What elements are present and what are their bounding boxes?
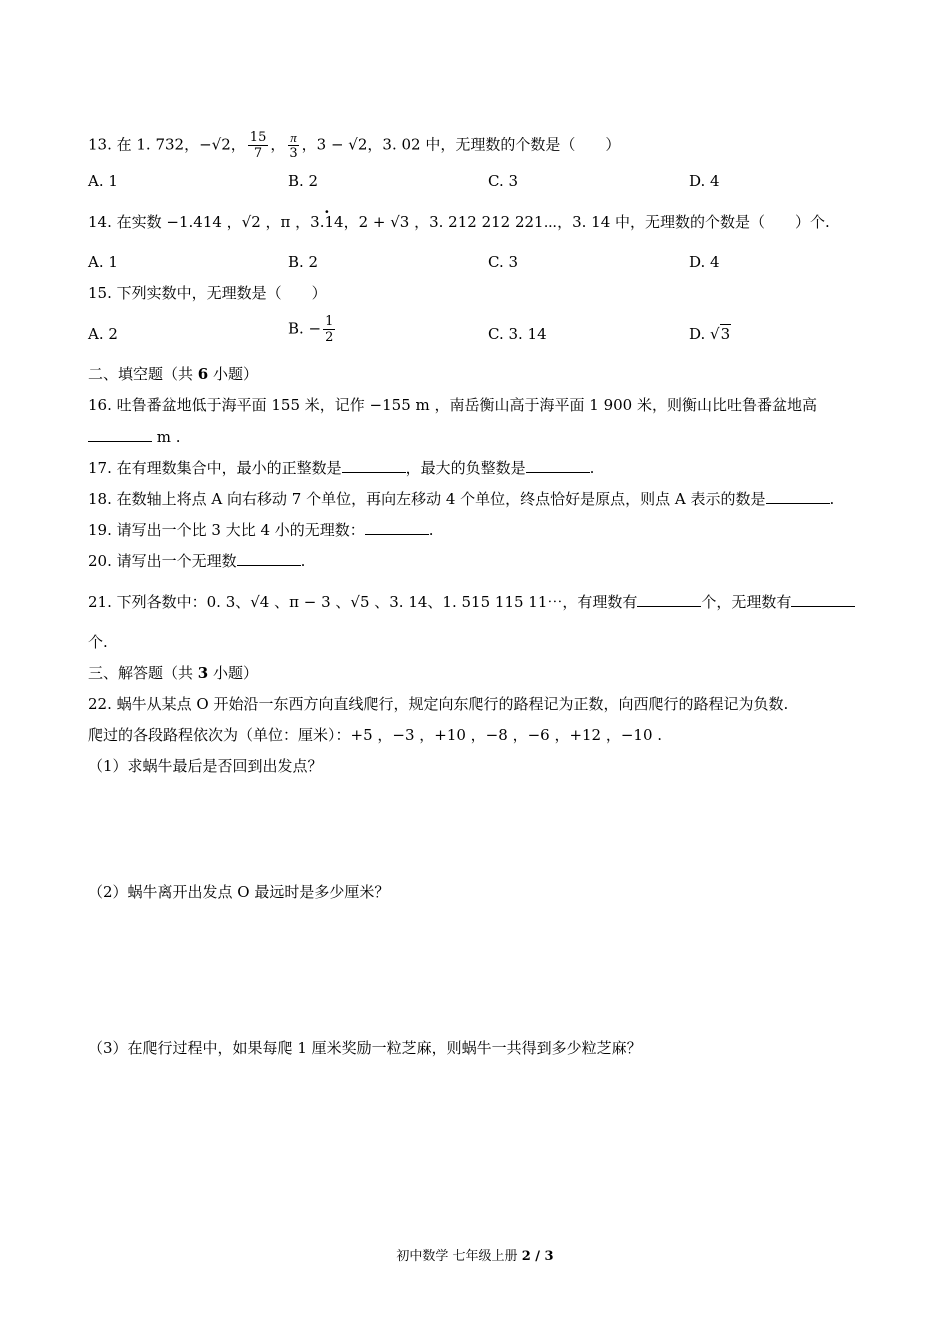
q14-option-c: C. 3 bbox=[488, 253, 519, 271]
q13-option-c: C. 3 bbox=[488, 172, 519, 190]
question-22-part-2: （2）蜗牛离开出发点 O 最远时是多少厘米？ bbox=[88, 883, 390, 901]
page-number: 2 / 3 bbox=[521, 1249, 554, 1264]
q15-option-d: D. √3 bbox=[689, 325, 731, 343]
q15-option-d-radicand: 3 bbox=[720, 325, 731, 343]
question-21-line-2: 个. bbox=[88, 633, 108, 651]
q21-blank-1[interactable] bbox=[637, 592, 701, 607]
q13-fraction-2: $\frac{\pi}{3}$ bbox=[289, 130, 298, 161]
q13-term-3: 3 − √2 bbox=[316, 135, 368, 154]
q13-term-1: −√2 bbox=[199, 135, 231, 154]
q13-option-b: B. 2 bbox=[288, 172, 319, 190]
q14-rest: ，2 + √3 ，3. 212 212 221⋯，3. 14 中，无理数的个数是（ ）个. bbox=[343, 213, 830, 231]
question-15: 15. 下列实数中，无理数是（ ） bbox=[88, 284, 327, 302]
q14-option-d: D. 4 bbox=[689, 253, 720, 271]
question-21-line-1: 21. 下列各数中：0. 3、√4 、π − 3 、√5 、3. 14、1. 515 115 11⋯，有理数有 个，无理数有 bbox=[88, 592, 855, 612]
q17-blank-1[interactable] bbox=[342, 458, 406, 473]
q15-option-a: A. 2 bbox=[88, 325, 118, 343]
question-17: 17. 在有理数集合中，最小的正整数是 ，最大的负整数是 . bbox=[88, 459, 595, 477]
question-22-part-3: （3）在爬行过程中，如果每爬 1 厘米奖励一粒芝麻，则蜗牛一共得到多少粒芝麻？ bbox=[88, 1039, 642, 1057]
question-16-line-2: m . bbox=[88, 427, 181, 447]
q13-option-d: D. 4 bbox=[689, 172, 720, 190]
q13-suffix: ，3. 02 中，无理数的个数是（ ） bbox=[367, 135, 621, 154]
question-13: 13. 在 1. 732，−√2， $\frac{15}{7}$ ， $\frac{\pi}{3}$ ，3 − √2，3. 02 中，无理数的个数是（ ） bbox=[88, 130, 621, 161]
q18-blank[interactable] bbox=[766, 489, 830, 504]
q17-blank-2[interactable] bbox=[526, 458, 590, 473]
section-2-heading: 二、填空题（共 6 小题） bbox=[88, 365, 258, 383]
q14-repeating-decimal: · 3.14 bbox=[310, 212, 343, 232]
q16-answer-blank[interactable] bbox=[88, 427, 152, 442]
q13-option-a: A. 1 bbox=[88, 172, 118, 190]
q21-blank-2[interactable] bbox=[791, 592, 855, 607]
q14-option-b: B. 2 bbox=[288, 253, 319, 271]
question-19: 19. 请写出一个比 3 大比 4 小的无理数： . bbox=[88, 521, 434, 539]
question-22-part-1: （1）求蜗牛最后是否回到出发点？ bbox=[88, 757, 323, 775]
question-20: 20. 请写出一个无理数 . bbox=[88, 552, 306, 570]
question-16-line-1: 16. 吐鲁番盆地低于海平面 155 米，记作 −155 m ，南岳衡山高于海平面 1 900 米，则衡山比吐鲁番盆地高 bbox=[88, 396, 817, 414]
q15-option-b-fraction: $\frac{1}{2}$ bbox=[325, 314, 334, 345]
q19-blank[interactable] bbox=[365, 520, 429, 535]
question-22-line-1: 22. 蜗牛从某点 O 开始沿一东西方向直线爬行，规定向东爬行的路程记为正数，向西爬行的路程记为负数. bbox=[88, 695, 789, 713]
q14-option-a: A. 1 bbox=[88, 253, 118, 271]
question-14 bbox=[88, 212, 830, 232]
question-22-line-2: 爬过的各段路程依次为（单位：厘米）：+5 ，−3 ，+10 ，−8 ，−6 ，+12 ，−10 . bbox=[88, 726, 663, 744]
question-18: 18. 在数轴上将点 A 向右移动 7 个单位，再向左移动 4 个单位，终点恰好是原点，则点 A 表示的数是 . bbox=[88, 490, 835, 508]
q13-prefix: 13. 在 1. 732， bbox=[88, 135, 200, 154]
page-footer: 初中数学 七年级上册 2 / 3 bbox=[396, 1249, 554, 1264]
q13-fraction-1: $\frac{15}{7}$ bbox=[249, 130, 267, 161]
section-3-heading: 三、解答题（共 3 小题） bbox=[88, 664, 258, 682]
q15-option-c: C. 3. 14 bbox=[488, 325, 547, 343]
q20-blank[interactable] bbox=[237, 551, 301, 566]
q14-prefix: 14. 在实数 −1.414 ，√2 ，π ， bbox=[88, 213, 311, 231]
q15-option-b: B. − $\frac{1}{2}$ bbox=[288, 314, 334, 345]
